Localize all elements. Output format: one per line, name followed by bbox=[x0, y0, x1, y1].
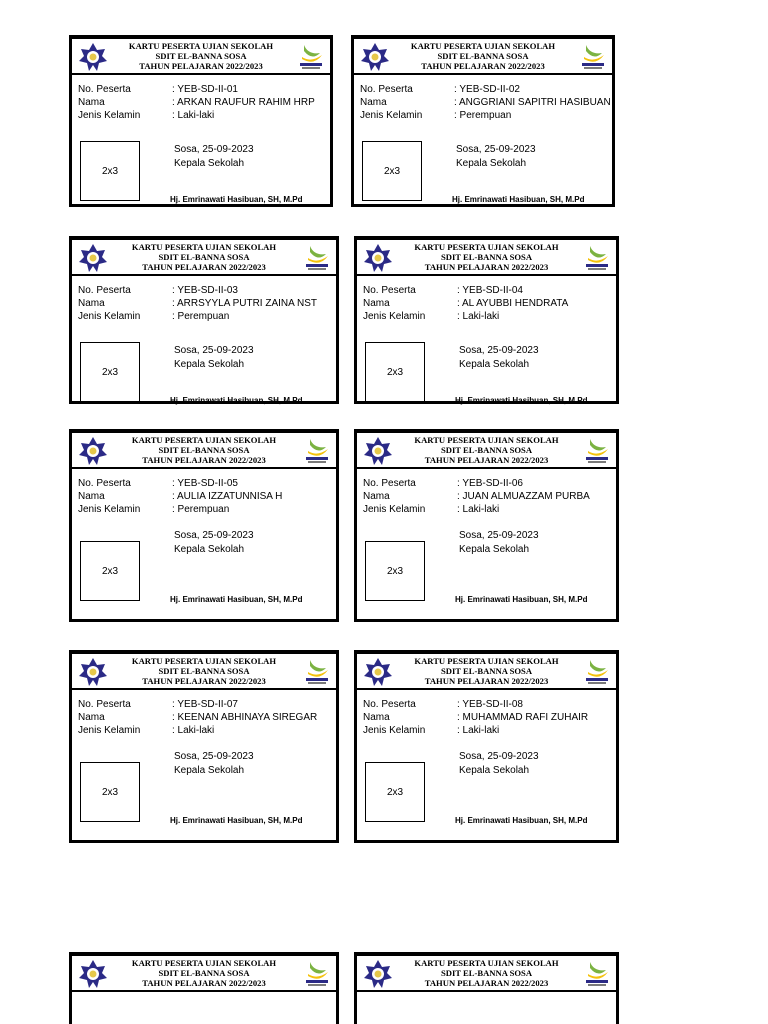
jenis-kelamin-value: : Laki-laki bbox=[172, 725, 215, 736]
card-header bbox=[72, 240, 336, 276]
jenis-kelamin-value: : Laki-laki bbox=[172, 110, 215, 121]
no-peserta-value: : YEB-SD-II-08 bbox=[457, 699, 523, 710]
jsit-logo-icon bbox=[578, 41, 608, 71]
school-emblem-icon bbox=[360, 42, 390, 72]
place-date: Sosa, 25-09-2023 bbox=[459, 345, 539, 356]
nama-row bbox=[78, 96, 315, 109]
no-peserta-label: No. Peserta bbox=[78, 699, 131, 710]
nama-value: : MUHAMMAD RAFI ZUHAIR bbox=[457, 712, 589, 723]
signature-block bbox=[459, 344, 539, 372]
signature-block bbox=[174, 529, 254, 557]
no-peserta-label: No. Peserta bbox=[360, 84, 413, 95]
card-title: KARTU PESERTA UJIAN SEKOLAH SDIT EL-BANNA SOSA TAHUN PELAJARAN 2022/2023 bbox=[414, 656, 559, 686]
jenis-kelamin-value: : Perempuan bbox=[172, 504, 230, 515]
school-emblem-icon bbox=[363, 959, 393, 989]
jsit-logo-icon bbox=[582, 242, 612, 272]
card-header bbox=[72, 956, 336, 992]
photo-placeholder: 2x3 bbox=[80, 762, 140, 822]
place-date: Sosa, 25-09-2023 bbox=[459, 751, 539, 762]
jenis-kelamin-label: Jenis Kelamin bbox=[78, 725, 141, 736]
card-title: KARTU PESERTA UJIAN SEKOLAH SDIT EL-BANNA SOSA TAHUN PELAJARAN 2022/2023 bbox=[414, 242, 559, 272]
card-title: KARTU PESERTA UJIAN SEKOLAH SDIT EL-BANNA SOSA TAHUN PELAJARAN 2022/2023 bbox=[414, 435, 559, 465]
school-emblem-icon bbox=[78, 436, 108, 466]
no-peserta-value: : YEB-SD-II-01 bbox=[172, 84, 238, 95]
exam-card-5 bbox=[69, 429, 339, 622]
no-peserta-row bbox=[78, 284, 238, 297]
card-header bbox=[354, 39, 612, 75]
jenis-kelamin-row bbox=[360, 109, 511, 122]
nama-label: Nama bbox=[78, 97, 105, 108]
jsit-logo-icon bbox=[582, 656, 612, 686]
signature-block bbox=[459, 529, 539, 557]
card-title: KARTU PESERTA UJIAN SEKOLAH SDIT EL-BANNA SOSA TAHUN PELAJARAN 2022/2023 bbox=[131, 242, 277, 272]
nama-value: : KEENAN ABHINAYA SIREGAR bbox=[172, 712, 318, 723]
position-title: Kepala Sekolah bbox=[174, 544, 245, 555]
exam-card-4 bbox=[354, 236, 619, 404]
position-title: Kepala Sekolah bbox=[174, 765, 245, 776]
nama-row bbox=[78, 490, 282, 503]
no-peserta-value: : YEB-SD-II-05 bbox=[172, 478, 238, 489]
card-header bbox=[357, 433, 616, 469]
nama-label: Nama bbox=[363, 491, 390, 502]
no-peserta-label: No. Peserta bbox=[78, 285, 131, 296]
school-emblem-icon bbox=[78, 42, 108, 72]
photo-placeholder: 2x3 bbox=[365, 342, 425, 402]
jenis-kelamin-value: : Laki-laki bbox=[457, 504, 500, 515]
exam-card-2 bbox=[351, 35, 615, 207]
nama-value: : JUAN ALMUAZZAM PURBA bbox=[457, 491, 590, 502]
jenis-kelamin-label: Jenis Kelamin bbox=[363, 504, 426, 515]
signature-block bbox=[174, 143, 254, 171]
card-title: KARTU PESERTA UJIAN SEKOLAH SDIT EL-BANNA SOSA TAHUN PELAJARAN 2022/2023 bbox=[410, 41, 556, 71]
signature-block bbox=[174, 344, 254, 372]
nama-row bbox=[363, 711, 588, 724]
no-peserta-row bbox=[363, 477, 523, 490]
no-peserta-label: No. Peserta bbox=[363, 285, 416, 296]
principal-name: Hj. Emrinawati Hasibuan, SH, M.Pd bbox=[452, 195, 585, 204]
place-date: Sosa, 25-09-2023 bbox=[174, 345, 254, 356]
nama-value: : ARRSYYLA PUTRI ZAINA NST bbox=[172, 298, 318, 309]
jenis-kelamin-row bbox=[363, 503, 499, 516]
place-date: Sosa, 25-09-2023 bbox=[174, 144, 254, 155]
jenis-kelamin-label: Jenis Kelamin bbox=[78, 504, 141, 515]
school-emblem-icon bbox=[363, 436, 393, 466]
jenis-kelamin-row bbox=[78, 109, 214, 122]
card-header bbox=[72, 39, 330, 75]
card-header bbox=[357, 654, 616, 690]
position-title: Kepala Sekolah bbox=[459, 359, 530, 370]
exam-card-1 bbox=[69, 35, 333, 207]
no-peserta-value: : YEB-SD-II-02 bbox=[454, 84, 520, 95]
jsit-logo-icon bbox=[582, 958, 612, 988]
card-header bbox=[357, 240, 616, 276]
place-date: Sosa, 25-09-2023 bbox=[456, 144, 536, 155]
school-emblem-icon bbox=[363, 657, 393, 687]
card-title: KARTU PESERTA UJIAN SEKOLAH SDIT EL-BANNA SOSA TAHUN PELAJARAN 2022/2023 bbox=[414, 958, 559, 988]
signature-block bbox=[459, 750, 539, 778]
principal-name: Hj. Emrinawati Hasibuan, SH, M.Pd bbox=[455, 816, 588, 825]
position-title: Kepala Sekolah bbox=[459, 544, 530, 555]
principal-name: Hj. Emrinawati Hasibuan, SH, M.Pd bbox=[170, 396, 303, 405]
card-header bbox=[72, 654, 336, 690]
no-peserta-row bbox=[78, 83, 238, 96]
jenis-kelamin-value: : Laki-laki bbox=[457, 311, 500, 322]
nama-value: : AL AYUBBI HENDRATA bbox=[457, 298, 569, 309]
principal-name: Hj. Emrinawati Hasibuan, SH, M.Pd bbox=[170, 595, 303, 604]
jenis-kelamin-value: : Perempuan bbox=[172, 311, 230, 322]
no-peserta-label: No. Peserta bbox=[363, 478, 416, 489]
principal-name: Hj. Emrinawati Hasibuan, SH, M.Pd bbox=[170, 195, 303, 204]
position-title: Kepala Sekolah bbox=[174, 359, 245, 370]
exam-card-9-partial bbox=[69, 952, 339, 1024]
photo-placeholder: 2x3 bbox=[362, 141, 422, 201]
no-peserta-row bbox=[78, 477, 238, 490]
place-date: Sosa, 25-09-2023 bbox=[174, 530, 254, 541]
jsit-logo-icon bbox=[302, 656, 332, 686]
card-title: KARTU PESERTA UJIAN SEKOLAH SDIT EL-BANNA SOSA TAHUN PELAJARAN 2022/2023 bbox=[131, 656, 277, 686]
school-emblem-icon bbox=[78, 959, 108, 989]
exam-card-6 bbox=[354, 429, 619, 622]
no-peserta-value: : YEB-SD-II-03 bbox=[172, 285, 238, 296]
principal-name: Hj. Emrinawati Hasibuan, SH, M.Pd bbox=[455, 595, 588, 604]
jenis-kelamin-value: : Perempuan bbox=[454, 110, 512, 121]
position-title: Kepala Sekolah bbox=[456, 158, 527, 169]
principal-name: Hj. Emrinawati Hasibuan, SH, M.Pd bbox=[170, 816, 303, 825]
nama-row bbox=[360, 96, 611, 109]
jenis-kelamin-label: Jenis Kelamin bbox=[78, 110, 141, 121]
no-peserta-label: No. Peserta bbox=[78, 478, 131, 489]
jsit-logo-icon bbox=[296, 41, 326, 71]
card-title: KARTU PESERTA UJIAN SEKOLAH SDIT EL-BANNA SOSA TAHUN PELAJARAN 2022/2023 bbox=[131, 435, 277, 465]
nama-value: : ARKAN RAUFUR RAHIM HRP bbox=[172, 97, 315, 108]
card-title: KARTU PESERTA UJIAN SEKOLAH SDIT EL-BANNA SOSA TAHUN PELAJARAN 2022/2023 bbox=[131, 958, 277, 988]
no-peserta-value: : YEB-SD-II-04 bbox=[457, 285, 523, 296]
no-peserta-value: : YEB-SD-II-07 bbox=[172, 699, 238, 710]
position-title: Kepala Sekolah bbox=[459, 765, 530, 776]
principal-name: Hj. Emrinawati Hasibuan, SH, M.Pd bbox=[455, 396, 588, 405]
jsit-logo-icon bbox=[302, 242, 332, 272]
nama-label: Nama bbox=[78, 298, 105, 309]
nama-value: : ANGGRIANI SAPITRI HASIBUAN bbox=[454, 97, 611, 108]
no-peserta-row bbox=[363, 284, 523, 297]
nama-row bbox=[78, 711, 317, 724]
jenis-kelamin-row bbox=[363, 724, 499, 737]
no-peserta-value: : YEB-SD-II-06 bbox=[457, 478, 523, 489]
photo-placeholder: 2x3 bbox=[365, 762, 425, 822]
jenis-kelamin-label: Jenis Kelamin bbox=[363, 725, 426, 736]
exam-card-7 bbox=[69, 650, 339, 843]
card-header bbox=[357, 956, 616, 992]
school-emblem-icon bbox=[78, 657, 108, 687]
no-peserta-row bbox=[363, 698, 523, 711]
exam-card-3 bbox=[69, 236, 339, 404]
photo-placeholder: 2x3 bbox=[365, 541, 425, 601]
jenis-kelamin-row bbox=[78, 503, 229, 516]
no-peserta-label: No. Peserta bbox=[363, 699, 416, 710]
jenis-kelamin-row bbox=[363, 310, 499, 323]
place-date: Sosa, 25-09-2023 bbox=[459, 530, 539, 541]
nama-label: Nama bbox=[363, 298, 390, 309]
nama-label: Nama bbox=[363, 712, 390, 723]
place-date: Sosa, 25-09-2023 bbox=[174, 751, 254, 762]
nama-row bbox=[363, 490, 590, 503]
exam-card-10-partial bbox=[354, 952, 619, 1024]
photo-placeholder: 2x3 bbox=[80, 141, 140, 201]
jenis-kelamin-row bbox=[78, 724, 214, 737]
position-title: Kepala Sekolah bbox=[174, 158, 245, 169]
nama-row bbox=[78, 297, 317, 310]
jenis-kelamin-value: : Laki-laki bbox=[457, 725, 500, 736]
signature-block bbox=[456, 143, 536, 171]
no-peserta-row bbox=[360, 83, 520, 96]
photo-placeholder: 2x3 bbox=[80, 342, 140, 402]
nama-label: Nama bbox=[78, 491, 105, 502]
jenis-kelamin-row bbox=[78, 310, 229, 323]
jenis-kelamin-label: Jenis Kelamin bbox=[360, 110, 423, 121]
jenis-kelamin-label: Jenis Kelamin bbox=[78, 311, 141, 322]
card-title: KARTU PESERTA UJIAN SEKOLAH SDIT EL-BANNA SOSA TAHUN PELAJARAN 2022/2023 bbox=[128, 41, 274, 71]
exam-card-8 bbox=[354, 650, 619, 843]
jsit-logo-icon bbox=[302, 958, 332, 988]
nama-value: : AULIA IZZATUNNISA H bbox=[172, 491, 283, 502]
school-emblem-icon bbox=[363, 243, 393, 273]
nama-label: Nama bbox=[78, 712, 105, 723]
nama-label: Nama bbox=[360, 97, 387, 108]
no-peserta-row bbox=[78, 698, 238, 711]
jenis-kelamin-label: Jenis Kelamin bbox=[363, 311, 426, 322]
card-header bbox=[72, 433, 336, 469]
no-peserta-label: No. Peserta bbox=[78, 84, 131, 95]
photo-placeholder: 2x3 bbox=[80, 541, 140, 601]
jsit-logo-icon bbox=[582, 435, 612, 465]
nama-row bbox=[363, 297, 568, 310]
jsit-logo-icon bbox=[302, 435, 332, 465]
school-emblem-icon bbox=[78, 243, 108, 273]
signature-block bbox=[174, 750, 254, 778]
